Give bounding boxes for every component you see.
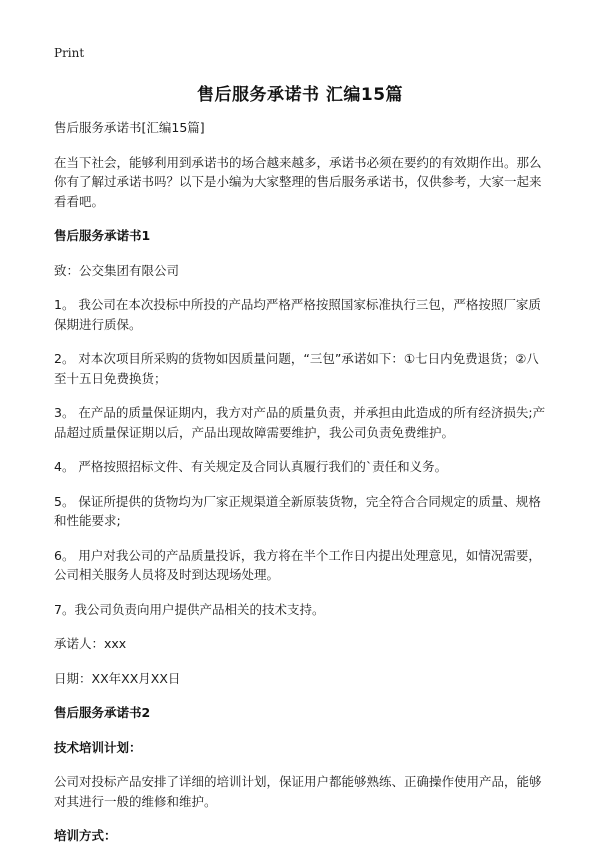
print-link[interactable]: Print bbox=[54, 46, 85, 60]
document-subtitle: 售后服务承诺书[汇编15篇] bbox=[54, 120, 205, 135]
date-line: 日期：XX年XX月XX日 bbox=[54, 670, 181, 686]
document-title: 售后服务承诺书 汇编15篇 bbox=[196, 85, 404, 105]
commitment-item-2: 2。 对本次项目所采购的货物如因质量问题，“三包”承诺如下：①七日内免费退货；②八至十五日免费换货； bbox=[54, 351, 539, 386]
commitment-item-4: 4。 严格按照招标文件、有关规定及合同认真履行我们的`责任和义务。 bbox=[54, 459, 448, 474]
document-body bbox=[54, 118, 550, 861]
section2-heading: 售后服务承诺书2 bbox=[54, 705, 151, 720]
promisor-line: 承诺人：xxx bbox=[54, 636, 127, 651]
commitment-item-3: 3。 在产品的质量保证期内，我方对产品的质量负责，并承担由此造成的所有经济损失;产品超过质量保证期以后，产品出现故障需要维护，我公司负责免费维护。 bbox=[54, 405, 546, 440]
intro-paragraph: 在当下社会，能够利用到承诺书的场合越来越多，承诺书必须在要约的有效期作出。那么你有了解过承诺书吗？以下是小编为大家整理的售后服务承诺书，仅供参考，大家一起来看看吧。 bbox=[54, 154, 542, 209]
training-method-heading: 培训方式： bbox=[54, 828, 117, 843]
recipient-line: 致：公交集团有限公司 bbox=[54, 262, 180, 278]
commitment-item-5: 5。 保证所提供的货物均为厂家正规渠道全新原装货物，完全符合合同规定的质量、规格和性能要求; bbox=[54, 493, 541, 528]
commitment-item-7: 7。我公司负责向用户提供产品相关的技术支持。 bbox=[54, 601, 325, 617]
commitment-item-6: 6。 用户对我公司的产品质量投诉，我方将在半个工作日内提出处理意见，如情况需要，公司相关服务人员将及时到达现场处理。 bbox=[54, 547, 541, 582]
commitment-item-1: 1。 我公司在本次投标中所投的产品均严格严格按照国家标准执行三包，严格按照厂家质保期进行质保。 bbox=[54, 297, 541, 332]
training-plan-heading: 技术培训计划： bbox=[54, 739, 142, 755]
training-plan-paragraph: 公司对投标产品安排了详细的培训计划，保证用户都能够熟练、正确操作使用产品，能够对其进行一般的维修和维护。 bbox=[54, 774, 542, 809]
section1-heading: 售后服务承诺书1 bbox=[54, 228, 151, 243]
